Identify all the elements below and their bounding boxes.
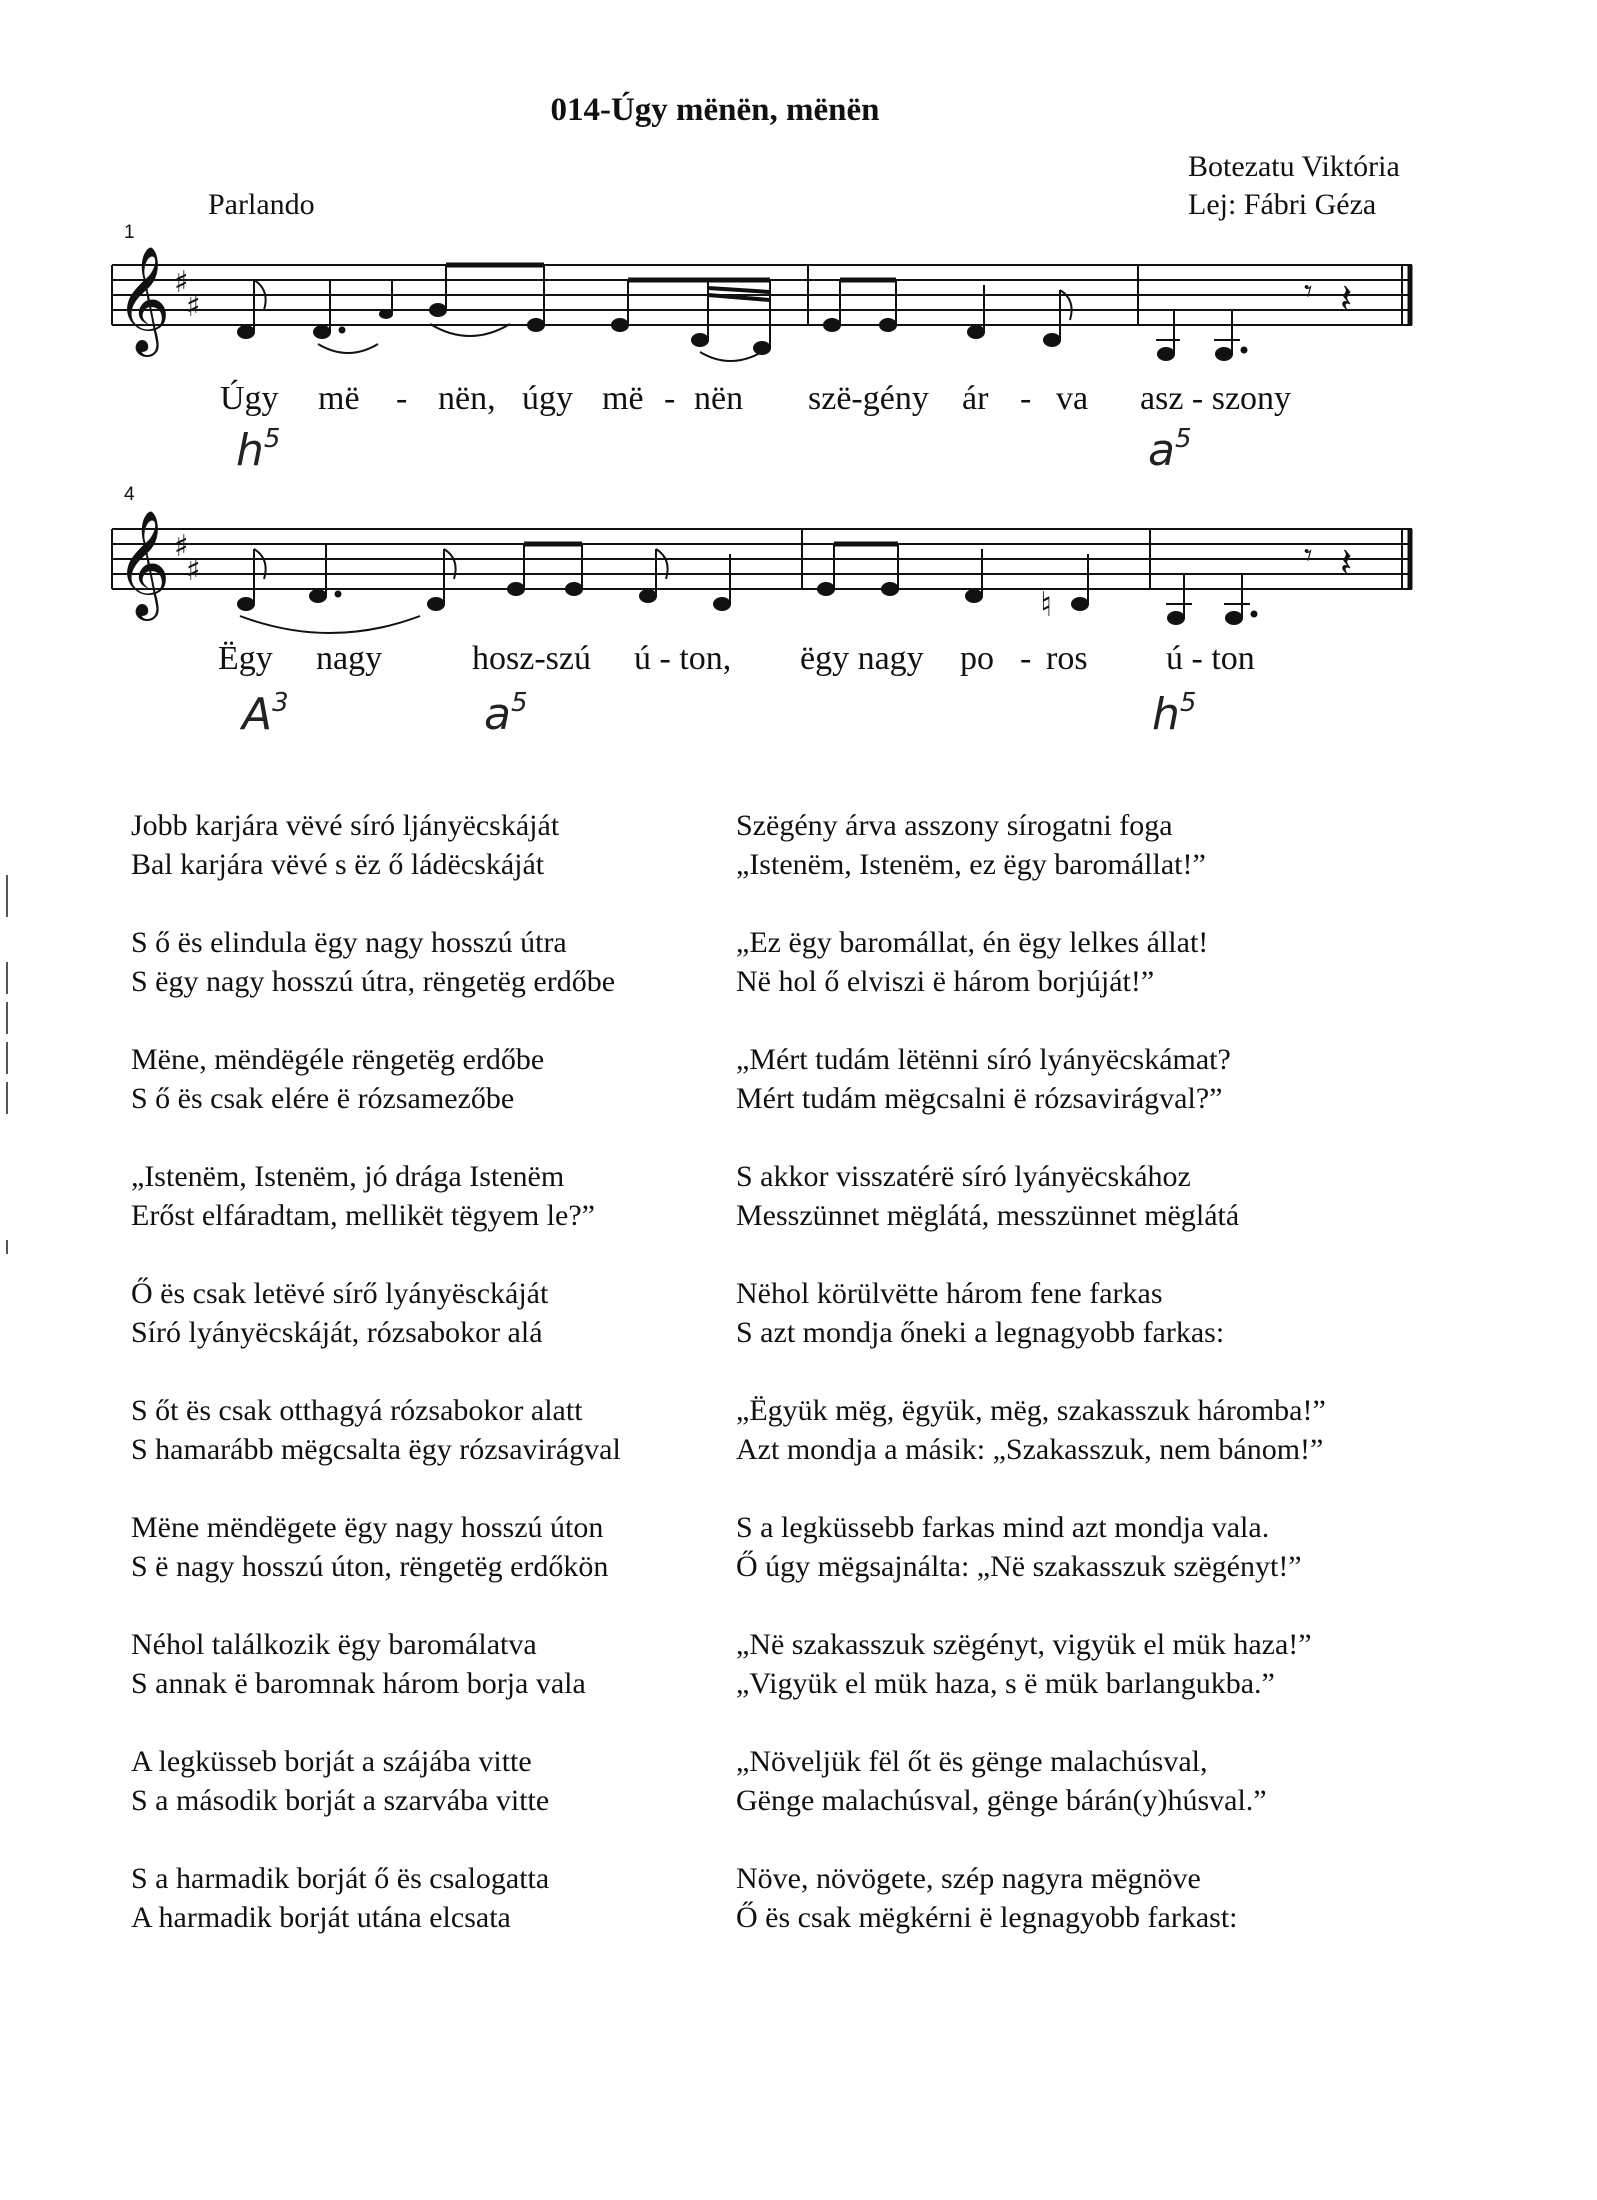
verse-stanza: [736, 1742, 1326, 1859]
lyric-syllable: po: [960, 640, 994, 677]
lyric-syllable: ú - ton: [1166, 640, 1255, 677]
verse-line: „Istenëm, Istenëm, ez ëgy baromállat!”: [736, 848, 1206, 881]
measure-number: 1: [124, 222, 135, 243]
verse-stanza: [131, 1157, 621, 1274]
lyric-syllable: Úgy: [220, 380, 279, 417]
chord-symbol: $h^5$: [236, 424, 281, 476]
verse-line: Néhol találkozik ëgy baromálatva: [131, 1628, 537, 1661]
verse-line: Në hol ő elviszi ë három borjúját!”: [736, 965, 1155, 998]
verse-line: „Mért tudám lëtënni síró lyányëcskámat?: [736, 1043, 1231, 1076]
verse-line: Síró lyányëcskáját, rózsabokor alá: [131, 1316, 543, 1349]
verse-line: S akkor visszatérë síró lyányëcskához: [736, 1160, 1191, 1193]
lyric-syllable: nën: [694, 380, 744, 417]
verse-line: Erőst elfáradtam, mellikët tëgyem le?”: [131, 1199, 595, 1232]
song-title: 014-Úgy mënën, mënën: [550, 92, 880, 128]
lyric-syllable: szë-gény: [808, 380, 929, 417]
verse-line: „Ëgyük mëg, ëgyük, mëg, szakasszuk háromba!”: [736, 1394, 1326, 1427]
measure-number: 4: [124, 484, 135, 505]
lyric-hyphen: -: [1020, 640, 1032, 677]
verse-line: S a harmadik borját ő ës csalogatta: [131, 1862, 550, 1895]
lyric-syllable: Ëgy: [218, 640, 273, 677]
sharp-icon: ♯: [174, 265, 189, 300]
lyric-syllable: hosz-szú: [472, 640, 591, 677]
chord-symbol: $h^5$: [1152, 688, 1197, 740]
verse-line: „Në szakasszuk szëgényt, vigyük el mük haza!”: [736, 1628, 1312, 1661]
music-staff-2: [0, 504, 1597, 654]
verse-line: Nëhol körülvëtte három fene farkas: [736, 1277, 1163, 1310]
natural-icon: ♮: [1040, 585, 1053, 625]
sharp-icon: ♯: [174, 529, 189, 564]
verse-stanza: [131, 1625, 621, 1742]
sharp-icon: ♯: [186, 553, 201, 588]
rest-icon: 𝄽: [1340, 540, 1353, 586]
verse-stanza: [736, 1157, 1326, 1274]
verse-line: Jobb karjára vëvé síró ljányëcskáját: [131, 809, 560, 842]
verse-line: Növe, növögete, szép nagyra mëgnöve: [736, 1862, 1201, 1895]
verse-stanza: [131, 1742, 621, 1859]
verse-stanza: [131, 1508, 621, 1625]
verse-line: A harmadik borját utána elcsata: [131, 1901, 511, 1934]
lyric-syllable: ú - ton,: [634, 640, 732, 677]
verse-line: Bal karjára vëvé s ëz ő ládëcskáját: [131, 848, 545, 881]
verse-stanza: [131, 1859, 621, 1976]
sharp-icon: ♯: [186, 289, 201, 324]
treble-clef-icon: 𝄞: [116, 245, 171, 352]
verse-line: Ő ës csak letëvé sírő lyányësckáját: [131, 1277, 549, 1310]
verse-stanza: [131, 923, 621, 1040]
verse-line: Mért tudám mëgcsalni ë rózsavirágval?”: [736, 1082, 1223, 1115]
treble-clef-icon: 𝄞: [116, 509, 171, 616]
verse-line: Messzünnet mëglátá, messzünnet mëglátá: [736, 1199, 1240, 1232]
verse-line: „Növeljük fël őt ës gënge malachúsval,: [736, 1745, 1208, 1778]
chord-symbol: $a^5$: [1148, 424, 1192, 476]
lyric-syllable: asz - szony: [1140, 380, 1292, 417]
verse-line: S annak ë baromnak három borja vala: [131, 1667, 586, 1700]
verse-line: S a legküssebb farkas mind azt mondja vala.: [736, 1511, 1270, 1544]
verse-line: S ő ës elindula ëgy nagy hosszú útra: [131, 926, 567, 959]
verse-line: Ő úgy mëgsajnálta: „Në szakasszuk szëgényt!”: [736, 1550, 1302, 1583]
rest-icon: 𝄾: [1304, 536, 1313, 574]
music-staff-1: [0, 240, 1597, 390]
verse-line: S ő ës csak elére ë rózsamezőbe: [131, 1082, 515, 1115]
verse-line: Azt mondja a másik: „Szakasszuk, nem bánom!”: [736, 1433, 1324, 1466]
verse-stanza: [736, 1859, 1326, 1976]
verse-stanza: [131, 806, 621, 923]
lyric-syllable: ros: [1046, 640, 1088, 677]
lyric-hyphen: -: [664, 380, 676, 417]
verse-stanza: [736, 1625, 1326, 1742]
verse-stanza: [736, 1040, 1326, 1157]
lyric-syllable: va: [1056, 380, 1089, 417]
lyric-syllable: ëgy nagy: [800, 640, 924, 677]
verse-line: Mëne mëndëgete ëgy nagy hosszú úton: [131, 1511, 604, 1544]
verse-line: Mëne, mëndëgéle rëngetëg erdőbe: [131, 1043, 545, 1076]
verse-stanza: [736, 1391, 1326, 1508]
verse-line: Szëgény árva asszony sírogatni foga: [736, 809, 1173, 842]
verse-line: Gënge malachúsval, gënge bárán(y)húsval.”: [736, 1784, 1267, 1817]
verse-line: S hamarább mëgcsalta ëgy rózsavirágval: [131, 1433, 621, 1466]
author: Botezatu Viktória: [1188, 150, 1400, 183]
rest-icon: 𝄾: [1304, 272, 1313, 310]
tempo-marking: Parlando: [208, 188, 315, 221]
verse-line: „Ez ëgy baromállat, én ëgy lelkes állat!: [736, 926, 1209, 959]
verse-line: S őt ës csak otthagyá rózsabokor alatt: [131, 1394, 583, 1427]
rest-icon: 𝄽: [1340, 276, 1353, 322]
lyric-syllable: úgy: [522, 380, 573, 417]
chord-symbol: $A^3$: [242, 688, 289, 740]
verses-right-column: [736, 806, 1326, 1976]
verse-stanza: [736, 1508, 1326, 1625]
verses-left-column: [131, 806, 621, 1976]
lyric-syllable: më: [602, 380, 644, 417]
verse-line: S ëgy nagy hosszú útra, rëngetëg erdőbe: [131, 965, 616, 998]
verse-line: „Vigyük el mük haza, s ë mük barlangukba.”: [736, 1667, 1275, 1700]
verse-line: A legküsseb borját a szájába vitte: [131, 1745, 532, 1778]
lyric-syllable: më: [318, 380, 360, 417]
verse-stanza: [736, 806, 1326, 923]
verse-stanza: [131, 1391, 621, 1508]
verse-stanza: [736, 923, 1326, 1040]
chord-symbol: $a^5$: [484, 688, 528, 740]
composer: Lej: Fábri Géza: [1188, 188, 1377, 221]
verse-stanza: [131, 1040, 621, 1157]
verse-line: „Istenëm, Istenëm, jó drága Istenëm: [131, 1160, 565, 1193]
verse-line: Ő ës csak mëgkérni ë legnagyobb farkast:: [736, 1901, 1238, 1934]
lyric-syllable: nagy: [316, 640, 383, 677]
lyric-hyphen: -: [396, 380, 408, 417]
verse-stanza: [736, 1274, 1326, 1391]
verse-line: S a második borját a szarvába vitte: [131, 1784, 550, 1817]
lyric-hyphen: -: [1020, 380, 1032, 417]
verse-line: S ë nagy hosszú úton, rëngetëg erdőkön: [131, 1550, 609, 1583]
lyric-syllable: nën,: [438, 380, 496, 417]
verse-stanza: [131, 1274, 621, 1391]
verse-line: S azt mondja őneki a legnagyobb farkas:: [736, 1316, 1225, 1349]
lyric-syllable: ár: [962, 380, 989, 417]
